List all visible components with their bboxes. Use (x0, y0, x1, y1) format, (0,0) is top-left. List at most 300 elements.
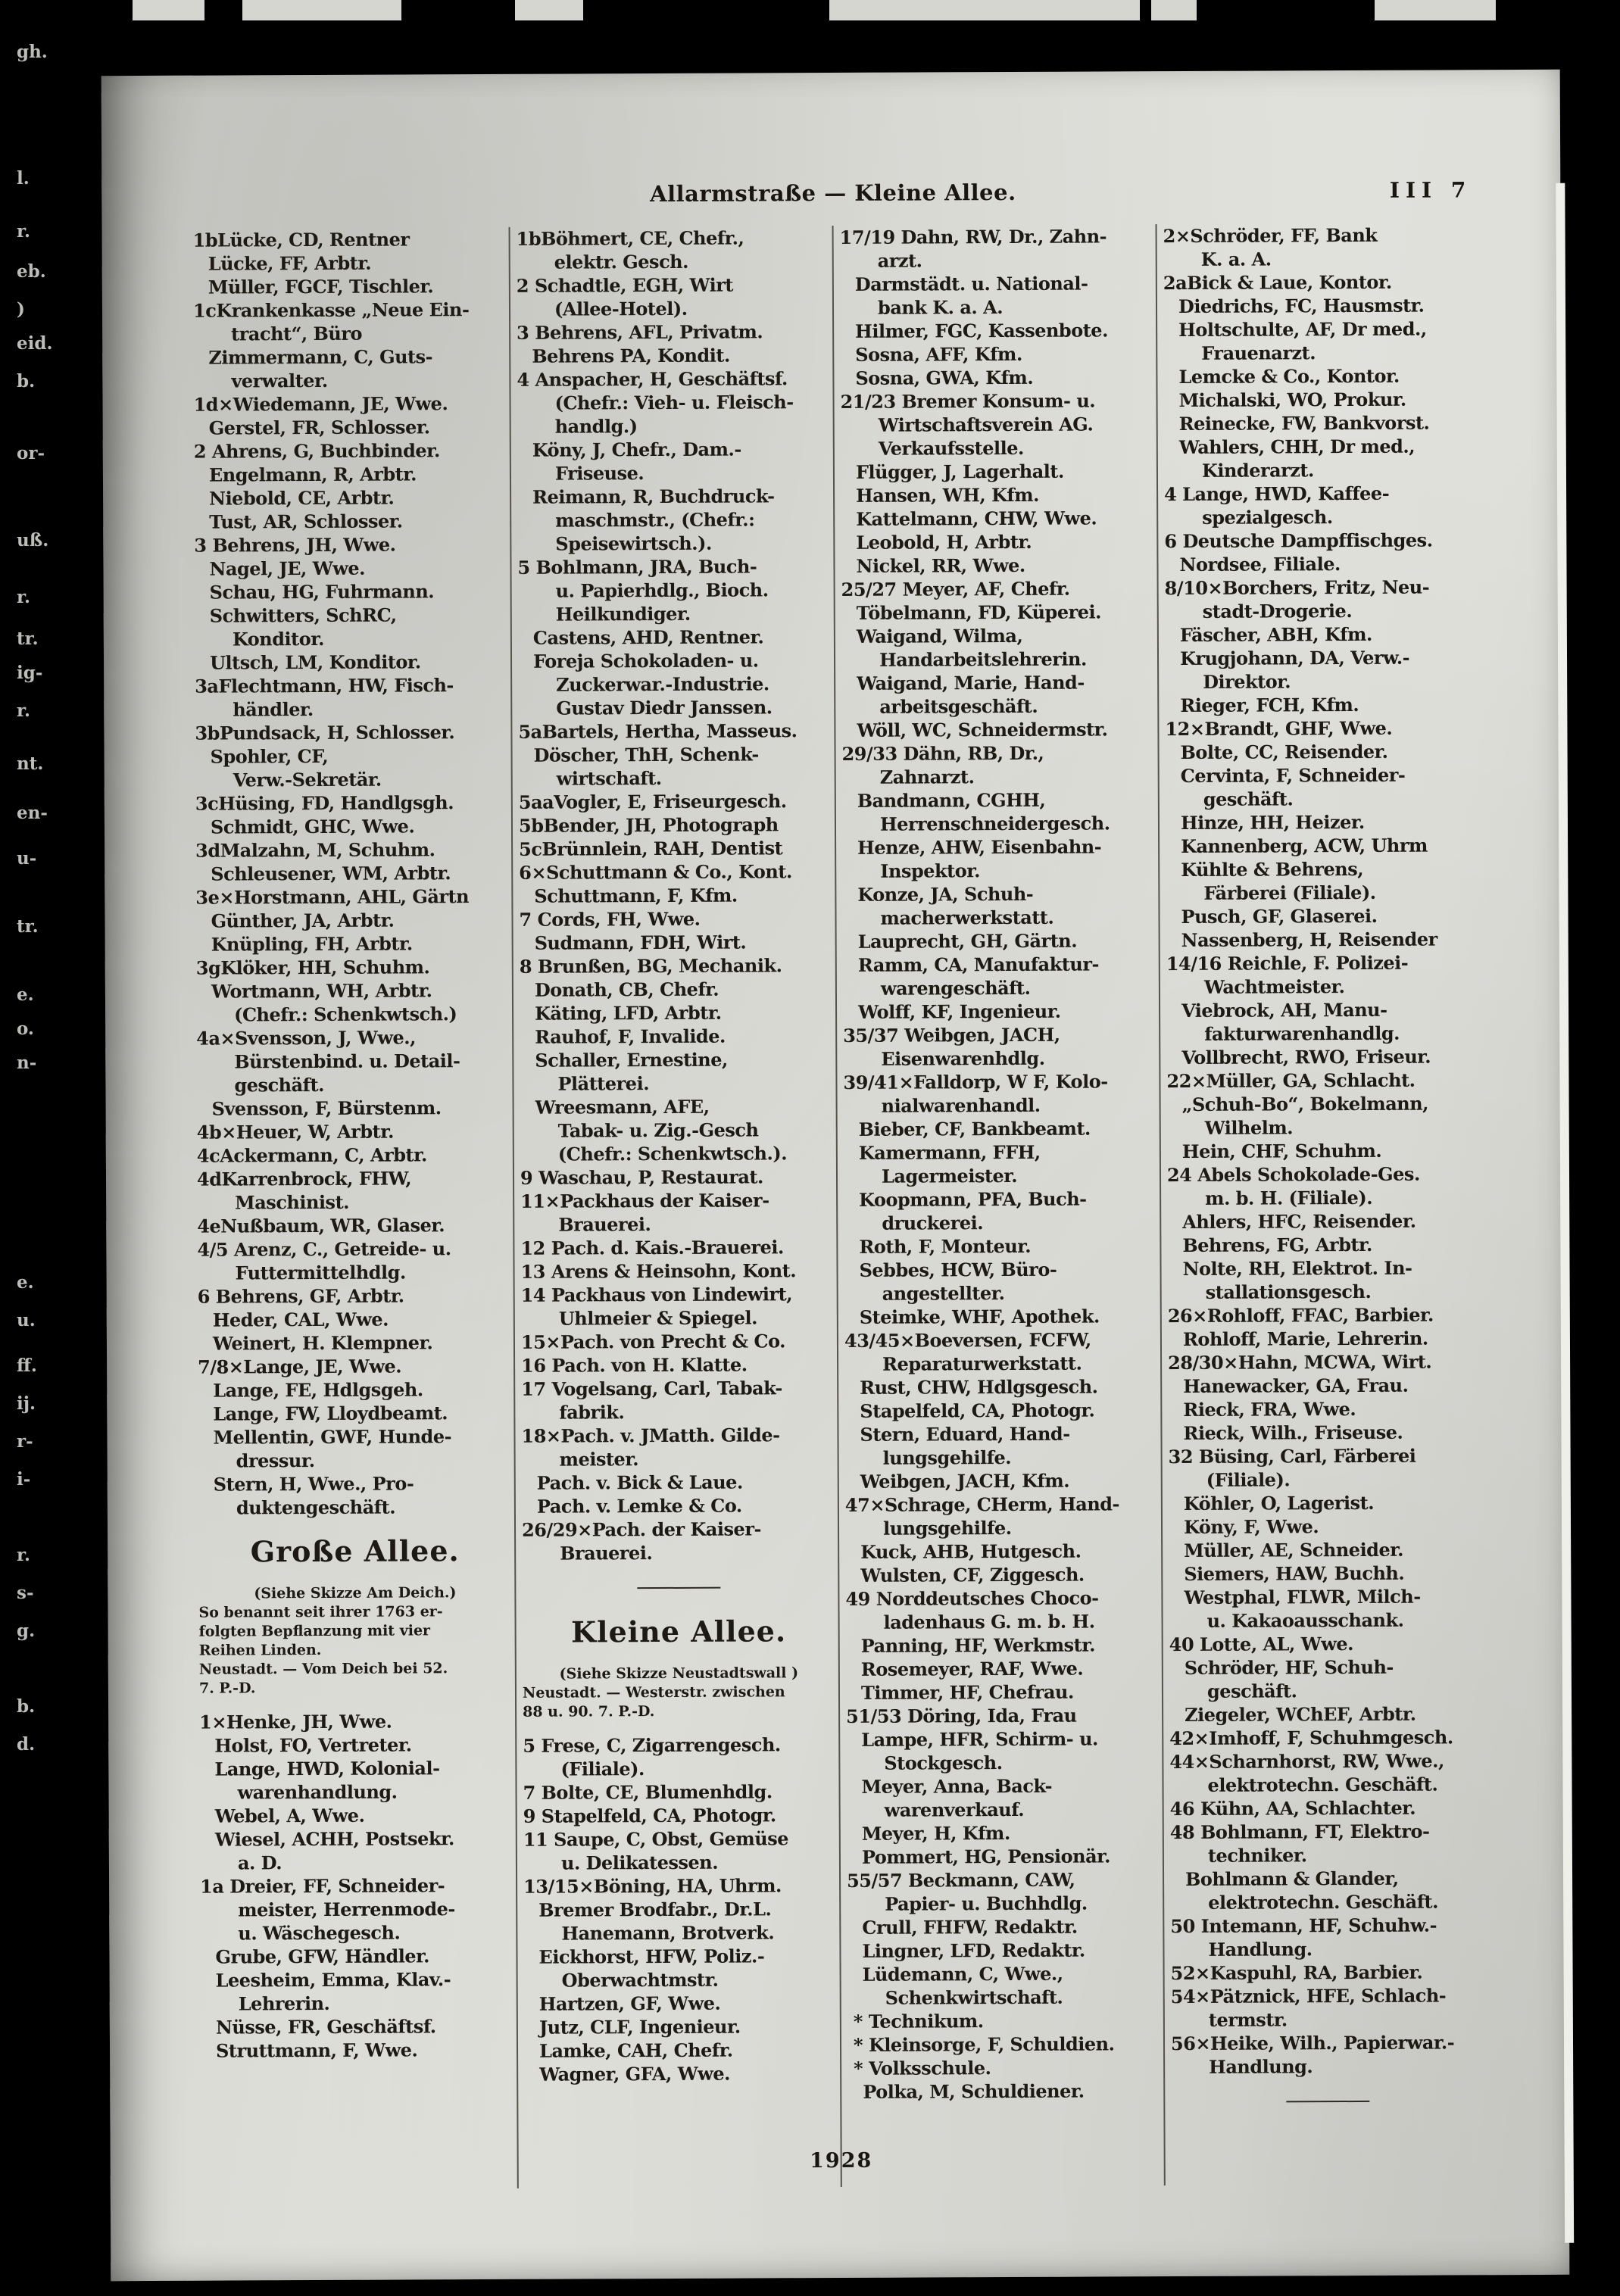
directory-line: fabrik. (559, 1401, 625, 1424)
directory-page (101, 70, 1570, 2281)
directory-line: Kühlte & Behrens, (1181, 857, 1364, 881)
adjacent-page-text-fragment: r. (17, 587, 31, 607)
directory-line: Schröder, HF, Schuh- (1184, 1655, 1394, 1679)
adjacent-page-text-fragment: tr. (17, 629, 39, 649)
directory-line: druckerei. (882, 1212, 984, 1234)
directory-line: 4b×Heuer, W, Arbtr. (196, 1120, 395, 1143)
directory-line: 8/10×Borchers, Fritz, Neu- (1164, 576, 1430, 600)
directory-line: Köny, J, Chefr., Dam.- (532, 438, 741, 461)
directory-line: Leesheim, Emma, Klav.- (215, 1968, 451, 1992)
directory-line: Behrens, FG, Arbtr. (1182, 1233, 1372, 1257)
directory-line: u. Delikatessen. (560, 1851, 719, 1874)
directory-line: Webel, A, Wwe. (214, 1804, 365, 1827)
directory-line: Mellentin, GWF, Hunde- (213, 1425, 452, 1449)
directory-line: 4a×Svensson, J, Wwe., (196, 1026, 416, 1050)
directory-line: u. Kakaoausschank. (1206, 1608, 1404, 1632)
directory-line: techniker. (1207, 1844, 1307, 1867)
directory-line: 3e×Horstmann, AHL, Gärtn (195, 885, 470, 909)
adjacent-page-text-fragment: r. (17, 700, 31, 721)
directory-line: angestellter. (882, 1282, 1005, 1305)
directory-line: nialwarenhandl. (881, 1093, 1041, 1117)
directory-line: Rieger, FCH, Kfm. (1180, 693, 1359, 717)
directory-line: geschäft. (1203, 788, 1294, 810)
directory-line: Rieck, Wilh., Friseuse. (1183, 1421, 1403, 1444)
directory-line: Viebrock, AH, Manu- (1181, 998, 1387, 1022)
directory-line: Kamermann, FFH, (858, 1140, 1041, 1164)
directory-line: 24 Abels Schokolade-Ges. (1166, 1162, 1420, 1187)
directory-line: 3dMalzahn, M, Schuhm. (195, 838, 435, 862)
directory-line: Eisenwarenhdlg. (881, 1047, 1045, 1070)
directory-line: Rauhof, F, Invalide. (535, 1025, 726, 1048)
directory-line: 55/57 Beckmann, CAW, (847, 1868, 1075, 1892)
directory-line: Lemcke & Co., Kontor. (1178, 364, 1400, 388)
directory-line: Wreesmann, AFE, (535, 1095, 710, 1118)
directory-line: Stern, H, Wwe., Pro- (213, 1472, 414, 1496)
adjacent-page-text-fragment: r- (17, 1431, 33, 1452)
adjacent-page-text-fragment: e. (17, 1272, 34, 1293)
directory-line: Lagermeister. (881, 1164, 1018, 1187)
directory-line: 49 Norddeutsches Choco- (845, 1586, 1099, 1610)
directory-line: Rust, CHW, Hdlgsgesch. (860, 1375, 1098, 1399)
adjacent-page-text-fragment: g. (17, 1621, 36, 1641)
directory-line: Cervinta, F, Schneider- (1180, 763, 1406, 788)
street-range-title: Allarmstraße — Kleine Allee. (649, 179, 1016, 207)
directory-line: Papier- u. Buchhdlg. (885, 1892, 1088, 1915)
directory-line: 42×Imhoff, F, Schuhmgesch. (1169, 1726, 1453, 1750)
directory-line: (Filiale). (560, 1758, 645, 1780)
directory-line: (Chefr.: Schenkwtsch.). (557, 1142, 788, 1165)
directory-line: Rieck, FRA, Wwe. (1183, 1398, 1356, 1421)
directory-line: Brauerei. (558, 1213, 651, 1236)
directory-line: händler. (233, 698, 314, 721)
directory-line: Wiesel, ACHH, Postsekr. (214, 1827, 454, 1851)
directory-line: 47×Schrage, CHerm, Hand- (844, 1493, 1120, 1516)
directory-line: Brauerei. (560, 1542, 653, 1564)
directory-column-4 (1156, 223, 1487, 2185)
directory-line: (Chefr.: Vieh- u. Fleisch- (554, 391, 794, 414)
directory-line: Lingner, LFD, Redaktr. (862, 1939, 1085, 1962)
directory-line: arbeitsgeschäft. (879, 694, 1038, 718)
adjacent-page-text-fragment: r. (17, 221, 31, 242)
adjacent-page-text-fragment: ff. (17, 1355, 37, 1376)
directory-line: handlg.) (554, 415, 638, 438)
directory-line: verwalter. (231, 369, 328, 392)
directory-line: Zahnarzt. (879, 766, 975, 788)
directory-line: Friseuse. (554, 462, 645, 485)
directory-line: macherwerkstatt. (880, 906, 1054, 929)
directory-line (198, 1518, 511, 1532)
directory-line: stallationsgesch. (1205, 1280, 1372, 1303)
adjacent-page-text-fragment: eb. (17, 261, 46, 282)
directory-line: Bandmann, CGHH, (857, 788, 1046, 812)
directory-line: Stockgesch. (884, 1752, 1003, 1774)
directory-line: Sudmann, FDH, Wirt. (534, 931, 747, 954)
directory-line: 14 Packhaus von Lindewirt, (520, 1283, 793, 1306)
directory-line: Leobold, H, Arbtr. (856, 530, 1032, 554)
directory-line: (Allee-Hotel). (554, 297, 688, 320)
directory-line: Hanemann, Brotverk. (561, 1921, 775, 1945)
directory-line: Ultsch, LM, Konditor. (209, 650, 421, 674)
directory-line: Hartzen, GF, Wwe. (538, 1992, 721, 2015)
directory-line: Direktor. (1203, 670, 1291, 693)
directory-line: Wagner, GFA, Wwe. (539, 2062, 730, 2085)
directory-line: Zimmermann, C, Guts- (208, 345, 433, 369)
directory-line: Inspektor. (880, 859, 981, 882)
directory-line: wirtschaft. (556, 766, 662, 790)
directory-line: (Filiale). (1206, 1468, 1291, 1491)
scan-edge-paper-strip (515, 0, 583, 20)
directory-line: Heder, CAL, Wwe. (212, 1308, 389, 1331)
directory-line: 7 Bolte, CE, Blumenhdlg. (523, 1780, 773, 1804)
directory-line: 15×Pach. von Precht & Co. (520, 1330, 786, 1353)
directory-line: 14/16 Reichle, F. Polizei- (1166, 951, 1409, 975)
directory-line: Engelmann, R, Arbtr. (208, 463, 417, 486)
directory-line: Färberei (Filiale). (1203, 881, 1376, 904)
directory-line: 9 Stapelfeld, CA, Photogr. (523, 1804, 776, 1827)
directory-line: Spohler, CF, (210, 744, 329, 768)
directory-line: Struttmann, F, Wwe. (215, 2039, 418, 2062)
adjacent-page-text-fragment: b. (17, 371, 36, 392)
scan-edge-paper-strip (242, 0, 401, 20)
adjacent-page-text-fragment: tr. (17, 916, 39, 937)
directory-line: 18×Pach. v. JMatth. Gilde- (521, 1424, 780, 1447)
directory-line: Wulsten, CF, Ziggesch. (860, 1563, 1085, 1586)
section-divider (522, 1576, 835, 1600)
adjacent-page-text-fragment: l. (17, 168, 30, 189)
directory-line: Heilkundiger. (555, 602, 691, 625)
directory-line: Foreja Schokoladen- u. (532, 649, 759, 672)
directory-line: Lange, HWD, Kolonial- (214, 1757, 440, 1780)
directory-line: 17 Vogelsang, Carl, Tabak- (521, 1377, 782, 1400)
directory-line: 1×Henke, JH, Wwe. (199, 1710, 392, 1733)
directory-line: Sosna, AFF, Kfm. (855, 342, 1022, 366)
directory-line: dressur. (236, 1449, 315, 1472)
directory-line: 1a Dreier, FF, Schneider- (200, 1874, 445, 1898)
directory-line: 3gKlöker, HH, Schuhm. (195, 956, 430, 979)
directory-line: 4cAckermann, C, Arbtr. (196, 1143, 427, 1167)
directory-line: tracht“, Büro (231, 322, 363, 345)
directory-line: (Siehe Skizze Neustadtswall ) (559, 1664, 799, 1683)
directory-line: 6 Behrens, GF, Arbtr. (197, 1284, 404, 1308)
directory-line: duktengeschäft. (236, 1496, 396, 1519)
directory-line: 17/19 Dahn, RW, Dr., Zahn- (839, 225, 1107, 248)
directory-line (1171, 2077, 1484, 2091)
directory-line: Plätterei. (557, 1072, 650, 1095)
directory-line: (Siehe Skizze Am Deich.) (254, 1584, 457, 1602)
directory-line: ladenhaus G. m. b. H. (883, 1610, 1095, 1633)
directory-column-1 (187, 227, 517, 2190)
directory-line: Schmidt, GHC, Wwe. (210, 815, 415, 838)
directory-line: 39/41×Falldorp, W F, Kolo- (843, 1070, 1108, 1093)
directory-line: Timmer, HF, Chefrau. (860, 1680, 1074, 1704)
directory-line: 26/29×Pach. der Kaiser- (521, 1518, 761, 1541)
directory-line: Verw.-Sekretär. (233, 768, 382, 791)
directory-line: Käting, LFD, Arbtr. (535, 1001, 722, 1025)
adjacent-page-text-fragment: n- (17, 1053, 37, 1073)
directory-line: Handlung. (1209, 2055, 1313, 2078)
directory-line: Günther, JA, Arbtr. (211, 909, 395, 932)
directory-line: Fäscher, ABH, Kfm. (1179, 622, 1372, 647)
scan-top-edge (0, 0, 1620, 24)
directory-line: 52×Kaspuhl, RA, Barbier. (1170, 1961, 1423, 1985)
directory-line: 2 Ahrens, G, Buchbinder. (193, 439, 440, 463)
directory-line: Holst, FO, Vertreter. (214, 1733, 412, 1757)
directory-line: Pommert, HG, Pensionär. (861, 1845, 1110, 1868)
directory-line: Oberwachtmstr. (561, 1968, 719, 1992)
directory-line: termstr. (1208, 2008, 1288, 2031)
directory-line: Lücke, FF, Arbtr. (208, 251, 372, 275)
directory-line: Wolff, KF, Ingenieur. (857, 1000, 1061, 1023)
directory-line: Vollbrecht, RWO, Friseur. (1181, 1045, 1431, 1069)
directory-line: Stern, Eduard, Hand- (860, 1422, 1070, 1446)
street-heading: Kleine Allee. (570, 1614, 787, 1649)
directory-line: Kuck, AHB, Hutgesch. (860, 1540, 1082, 1563)
directory-line: Bieber, CF, Bankbeamt. (858, 1117, 1091, 1140)
directory-line: Schleusener, WM, Arbtr. (211, 862, 451, 885)
directory-line: Jutz, CLF, Ingenieur. (538, 2015, 741, 2039)
scan-edge-paper-strip (829, 0, 1140, 20)
directory-line: 13 Arens & Heinsohn, Kont. (520, 1259, 797, 1283)
directory-line: 5aaVogler, E, Friseurgesch. (518, 790, 787, 813)
directory-line: Verkaufsstelle. (878, 436, 1024, 460)
directory-line: * Kleinsorge, F, Schuldien. (853, 2032, 1115, 2056)
directory-line: Nüsse, FR, Geschäftsf. (215, 2015, 436, 2039)
directory-line (523, 1720, 835, 1734)
directory-line: Hanewacker, GA, Frau. (1183, 1374, 1409, 1397)
directory-line: 3 Behrens, AFL, Privatm. (517, 320, 763, 344)
directory-line: elektrotechn. Geschäft. (1208, 1890, 1439, 1914)
directory-line: Michalski, WO, Prokur. (1178, 388, 1406, 412)
directory-line: Lamke, CAH, Chefr. (538, 2039, 733, 2062)
directory-line: 54×Pätznick, HFE, Schlach- (1170, 1984, 1447, 2008)
directory-line: 1bBöhmert, CE, Chefr., (516, 226, 744, 250)
directory-line: Rosemeyer, RAF, Wwe. (860, 1657, 1084, 1680)
adjacent-page-text-fragment: ig- (17, 663, 43, 683)
directory-line: Maschinist. (235, 1190, 350, 1214)
directory-line: 35/37 Weibgen, JACH, (843, 1023, 1060, 1047)
directory-line: 16 Pach. von H. Klatte. (521, 1353, 748, 1377)
directory-line: 7. P.-D. (198, 1680, 256, 1697)
directory-line: Futtermittelhdlg. (235, 1261, 406, 1284)
directory-line: Siemers, HAW, Buchh. (1184, 1561, 1405, 1585)
directory-line: Wortmann, WH, Arbtr. (211, 979, 432, 1003)
directory-line: Lampe, HFR, Schirm- u. (861, 1727, 1098, 1751)
directory-line: Niebold, CE, Arbtr. (209, 486, 395, 510)
directory-line: Wirtschaftsverein AG. (878, 413, 1094, 436)
directory-line: 5 Bohlmann, JRA, Buch- (517, 555, 757, 579)
directory-line: Waigand, Wilma, (856, 624, 1023, 647)
adjacent-page-text-fragment: gh. (17, 42, 48, 62)
directory-line: Pach. v. Bick & Laue. (536, 1471, 743, 1494)
directory-line: Diedrichs, FC, Hausmstr. (1178, 294, 1425, 318)
directory-line: * Volksschule. (854, 2057, 991, 2079)
directory-line: Lange, FE, Hdlgsgeh. (213, 1378, 423, 1402)
adjacent-page-text-fragment: d. (17, 1734, 36, 1755)
directory-line: Nolte, RH, Elektrot. In- (1182, 1256, 1412, 1281)
directory-line: 2aBick & Laue, Kontor. (1163, 270, 1392, 295)
directory-line: Kinderarzt. (1201, 459, 1314, 482)
directory-line: 46 Kühn, AA, Schlachter. (1169, 1796, 1416, 1820)
directory-line: 3aFlechtmann, HW, Fisch- (195, 674, 454, 697)
directory-line: lungsgehilfe. (882, 1446, 1012, 1469)
directory-line: 4dKarrenbrock, FHW, (196, 1167, 412, 1190)
directory-line: a. D. (237, 1851, 282, 1874)
directory-line: * Technikum. (853, 2010, 984, 2032)
directory-line: Töbelmann, FD, Küperei. (856, 601, 1102, 624)
directory-line: lungsgehilfe. (882, 1516, 1012, 1540)
directory-line: Konze, JA, Schuh- (857, 882, 1034, 906)
directory-line: Nordsee, Filiale. (1179, 553, 1341, 576)
directory-line: Lehrerin. (238, 1992, 330, 2015)
directory-line: 5aBartels, Hertha, Masseus. (518, 719, 798, 743)
directory-line: Gerstel, FR, Schlosser. (208, 416, 430, 439)
directory-line (199, 1697, 512, 1711)
directory-line: elektrotechn. Geschäft. (1207, 1773, 1438, 1796)
directory-line: 48 Bohlmann, FT, Elektro- (1169, 1820, 1430, 1844)
directory-line: 51/53 Döring, Ida, Frau (846, 1704, 1077, 1727)
directory-line: Meyer, Anna, Back- (861, 1774, 1053, 1798)
directory-line: Pach. v. Lemke & Co. (536, 1494, 742, 1518)
directory-line: 2 Schadtle, EGH, Wirt (516, 273, 733, 297)
directory-line: 50 Intemann, HF, Schuhw.- (1170, 1914, 1437, 1938)
directory-line: Ahlers, HFC, Reisender. (1182, 1209, 1416, 1234)
directory-line: 12×Brandt, GHF, Wwe. (1165, 716, 1393, 741)
directory-line (522, 1599, 835, 1612)
directory-line: spezialgesch. (1202, 506, 1333, 529)
directory-line: Donath, CB, Chefr. (534, 978, 719, 1001)
directory-line: 2×Schröder, FF, Bank (1163, 223, 1378, 248)
directory-line: Frauenarzt. (1201, 342, 1316, 364)
directory-line: Bohlmann & Glander, (1185, 1867, 1399, 1890)
directory-line: So benannt seit ihrer 1763 er- (198, 1603, 443, 1621)
directory-line: Lauprecht, GH, Gärtn. (857, 929, 1078, 953)
directory-line: Neustadt. — Westerstr. zwischen (522, 1683, 785, 1702)
directory-line: Wilhelm. (1204, 1116, 1294, 1139)
directory-line: Eickhorst, HFW, Poliz.- (538, 1945, 765, 1968)
directory-line: Ramm, CA, Manufaktur- (857, 953, 1099, 976)
adjacent-page-text-fragment: eid. (17, 333, 53, 354)
directory-line: warengeschäft. (880, 976, 1031, 1000)
directory-line: Castens, AHD, Rentner. (532, 625, 764, 649)
directory-line: Hinze, HH, Heizer. (1180, 810, 1365, 834)
directory-line: Speisewirtsch.). (555, 532, 712, 555)
directory-line: Meyer, H, Kfm. (861, 1822, 1010, 1845)
directory-line: 21/23 Bremer Konsum- u. (840, 389, 1096, 413)
directory-line: 5 Frese, C, Zigarrengesch. (523, 1733, 781, 1757)
directory-line: Handarbeitslehrerin. (879, 647, 1087, 671)
adjacent-page-text-fragment: nt. (17, 753, 44, 774)
directory-line: folgten Bepflanzung mit vier (198, 1622, 431, 1640)
directory-line: Nickel, RR, Wwe. (856, 554, 1025, 577)
directory-line: Pusch, GF, Glaserei. (1181, 904, 1378, 928)
directory-line: 3bPundsack, H, Schlosser. (195, 721, 455, 744)
section-divider (1171, 2089, 1484, 2114)
directory-line: Schwitters, SchRC, (209, 604, 397, 627)
directory-line: Reinecke, FW, Bankvorst. (1178, 411, 1430, 435)
adjacent-page-text-fragment: e. (17, 984, 34, 1005)
adjacent-page-text-fragment: o. (17, 1019, 34, 1039)
page-footer-number: 1928 (810, 2148, 873, 2173)
directory-line: Reparaturwerkstatt. (882, 1352, 1082, 1375)
directory-line: warenhandlung. (237, 1780, 398, 1804)
directory-line: 12 Pach. d. Kais.-Brauerei. (520, 1236, 784, 1259)
directory-line: 25/27 Meyer, AF, Chefr. (841, 577, 1070, 601)
directory-line: 7 Cords, FH, Wwe. (519, 907, 701, 931)
directory-line: 7/8×Lange, JE, Wwe. (198, 1355, 402, 1378)
directory-line: 3cHüsing, FD, Handlgsgh. (195, 791, 454, 815)
adjacent-page-text-fragment: i- (17, 1469, 31, 1490)
scan-edge-paper-strip (1151, 0, 1197, 20)
directory-line: Herrenschneidergesch. (879, 812, 1110, 835)
directory-line: Knüpling, FH, Arbtr. (211, 932, 413, 956)
directory-line: Wachtmeister. (1203, 975, 1345, 998)
directory-column-2 (509, 226, 841, 2188)
directory-line: 11 Saupe, C, Obst, Gemüse (523, 1827, 789, 1851)
directory-columns (187, 223, 1487, 2189)
directory-line: Weibgen, JACH, Kfm. (860, 1469, 1070, 1493)
directory-line: 32 Büsing, Carl, Färberei (1168, 1444, 1416, 1468)
directory-line: (Chefr.: Schenkwtsch.) (234, 1003, 457, 1026)
directory-line: Bolte, CC, Reisender. (1180, 740, 1388, 764)
directory-line: Bürstenbind. u. Detail- (234, 1050, 460, 1073)
directory-line: 4/5 Arenz, C., Getreide- u. (197, 1237, 451, 1261)
directory-line: Steimke, WHF, Apothek. (859, 1305, 1100, 1328)
directory-line: Ziegeler, WChEF, Arbtr. (1185, 1702, 1416, 1726)
directory-line: Lüdemann, C, Wwe., (862, 1962, 1063, 1986)
directory-line: 6 Deutsche Dampffischges. (1164, 529, 1433, 553)
directory-line: 8 Brunßen, BG, Mechanik. (519, 954, 782, 978)
directory-line: geschäft. (1206, 1680, 1297, 1702)
directory-line: 56×Heike, Wilh., Papierwar.- (1170, 2031, 1455, 2055)
directory-line: Weinert, H. Klempner. (212, 1331, 433, 1355)
directory-line: Hilmer, FGC, Kassenbote. (855, 319, 1108, 342)
directory-line: Rohloff, Marie, Lehrerin. (1182, 1327, 1428, 1350)
adjacent-page-text-fragment: u- (17, 848, 37, 869)
directory-line: 9 Waschau, P, Restaurat. (520, 1165, 763, 1189)
directory-line: 5cBrünnlein, RAH, Dentist (519, 837, 783, 860)
directory-line: 88 u. 90. 7. P.-D. (523, 1703, 655, 1720)
directory-line: Köhler, O, Lagerist. (1183, 1491, 1375, 1515)
directory-line: Tabak- u. Zig.-Gesch (557, 1118, 759, 1142)
directory-line: Müller, FGCF, Tischler. (208, 275, 434, 298)
directory-line: geschäft. (234, 1073, 324, 1097)
directory-line: meister. (559, 1448, 639, 1471)
directory-line: Henze, AHW, Eisenbahn- (857, 835, 1102, 859)
directory-line: u. Wäschegesch. (238, 1921, 401, 1945)
adjacent-page-text-fragment: r. (17, 1545, 31, 1565)
directory-line: elektr. Gesch. (554, 250, 689, 273)
directory-line: Koopmann, PFA, Buch- (859, 1187, 1087, 1211)
directory-line: Döscher, ThH, Schenk- (533, 743, 759, 766)
directory-line: Behrens PA, Kondit. (532, 344, 730, 367)
directory-line: maschmstr., (Chefr.: (555, 508, 755, 532)
directory-line: Wöll, WC, Schneidermstr. (857, 718, 1108, 741)
directory-line: 3 Behrens, JH, Wwe. (194, 533, 396, 557)
directory-line: Köny, F, Wwe. (1183, 1515, 1319, 1538)
directory-line: m. b. H. (Filiale). (1205, 1186, 1373, 1209)
directory-column-3 (832, 224, 1164, 2187)
adjacent-page-text-fragment: ij. (17, 1393, 36, 1414)
directory-line: 1bLücke, CD, Rentner (192, 228, 410, 251)
directory-line: 1d×Wiedemann, JE, Wwe. (193, 392, 448, 416)
directory-line: Schaller, Ernestine, (535, 1048, 728, 1072)
scan-edge-paper-strip (1375, 0, 1496, 20)
directory-line: Bremer Brodfabr., Dr.L. (538, 1898, 772, 1921)
adjacent-page-text-fragment: ) (17, 299, 25, 320)
directory-line: Stapelfeld, CA, Photogr. (860, 1399, 1095, 1422)
directory-line: arzt. (877, 249, 922, 272)
directory-line: Crull, FHFW, Redaktr. (862, 1915, 1078, 1939)
